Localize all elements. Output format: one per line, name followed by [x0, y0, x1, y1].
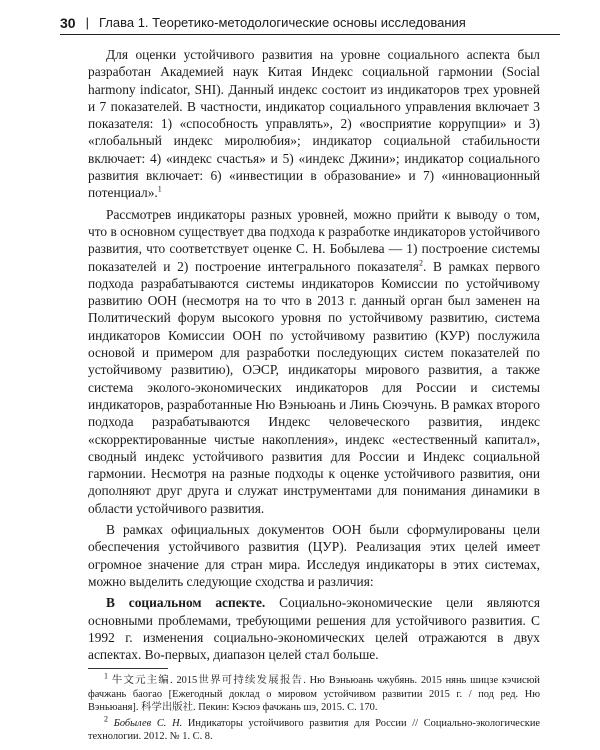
footnote-mark: 2	[104, 714, 108, 724]
header-separator: |	[85, 15, 89, 30]
running-header	[60, 15, 560, 35]
footnote-2: $^2$ Бобылев С. Н. Индикаторы устойчивого развития для России // Социально-экологические технологии. 2012. № 1. С. 8.	[88, 714, 540, 743]
footnote-mark: 1	[104, 671, 108, 681]
footnote-1: $^1$ 牛文元主编. 2015世界可持续发展报告. Ню Вэньюань чжубянь. 2015 нянь шицзе кэчисюй фачжань баогао [Ежегодный доклад о мировом устойчивом развитии 2015 г. / под ред. Ню Вэньюаня]. 科学出版社. Пекин: Кэсюэ фачжань шэ, 2015. С. 170.	[88, 671, 540, 714]
paragraph-social-harmony-index: Для оценки устойчивого развития на уровне социального аспекта был разработан Академией наук Китая Индекс социальной гармонии (Social harmony indicator, SHI). Данный индекс состоит из индикаторов трех уровней и 7 показателей. В частности, индикатор социального управления включает 3 показателя: 1) «способность управлять», 2) «восприятие коррупции» и 3) «глобальный индекс миролюбия»; индикатор социальной стабильности включает: 4) «индекс счастья» и 5) «индекс Джини»; индикатор социального развития включает: 6) «инвестиции в образование» и 7) «инновационный потенциал».$^1$	[88, 47, 540, 201]
footnote-divider	[88, 668, 168, 669]
body-text	[88, 46, 540, 663]
page-number: 30	[60, 15, 76, 31]
footnote-ref-2[interactable]: 2	[418, 258, 423, 268]
paragraph-social-aspect: В социальном аспекте. Социально-экономические цели являются основными проблемами, требующими решения для устойчивого развития. С 1992 г. изменения социально-экономических целей отражаются в двух аспектах. Во-первых, диапазон целей стал больше.	[88, 595, 540, 663]
paragraph-lead: В социальном аспекте.	[106, 595, 266, 611]
paragraph-two-approaches: Рассмотрев индикаторы разных уровней, можно прийти к выводу о том, что в основном существует два подхода к разработке индикаторов устойчивого развития, что соответствует оценке С. Н. Бобылева — 1) построение системы показателей и 2) построение интегрального показателя$^2$. В рамках первого подхода разрабатываются системы индикаторов Комиссии по устойчивому развитию ООН (несмотря на то что в 2013 г. данный орган был заменен на Политический форум высокого уровня по устойчивому развитию, система индикаторов Комиссии ООН по устойчивому развитию (КУР) послужила основой и примером для разработки последующих систем показателей по устойчивому развитию), ОЭСР, индикаторы мирового развития, а также система эколого-экономических индикаторов для России и системы индикаторов, разработанные Ню Вэньюань и Линь Сюэчунь. В рамках второго подхода разрабатываются Индекс человеческого развития, индекс «скорректированные чистые накопления», индекс «естественный капитал», сводный индекс устойчивого развития для России и Индекс социальной гармонии. Несмотря на разные подходы к оценке устойчивого развития, они дополняют друг друга и служат инструментами для понимания динамики в области устойчивого развития.	[88, 206, 541, 516]
chapter-title: Глава 1. Теоретико-методологические основы исследования	[98, 15, 466, 30]
footnote-author: Бобылев С. Н.	[113, 717, 183, 729]
footnotes	[88, 671, 540, 746]
paragraph-sdg: В рамках официальных документов ООН были сформулированы цели обеспечения устойчивого развития (ЦУР). Реализация этих целей имеет огромное значение для стран мира. Исследуя индикаторы в этих системах, можно выделить следующие сходства и различия:	[88, 522, 540, 589]
footnote-ref-1[interactable]: 1	[157, 184, 162, 194]
